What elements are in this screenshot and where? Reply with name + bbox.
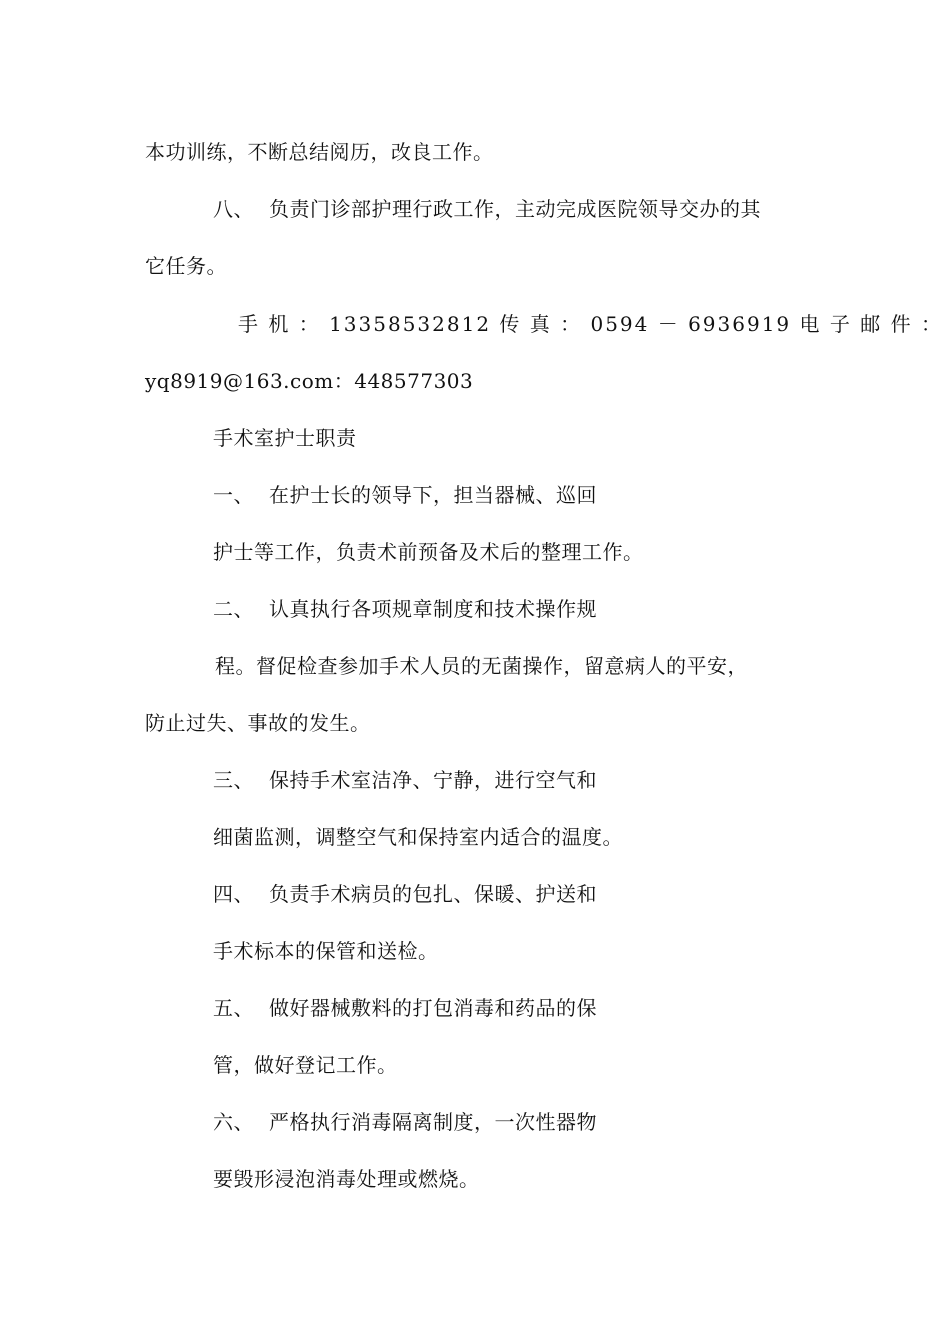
paragraph-line [213,939,439,963]
paragraph-line [145,254,227,278]
line-text: 负责手术病员的包扎、保暖、护送和 [269,882,597,906]
paragraph-line [145,140,494,164]
list-number: 一、 [213,483,254,507]
line-text: 细菌监测，调整空气和保持室内适合的温度。 [213,825,623,849]
line-text: 严格执行消毒隔离制度，一次性器物 [269,1110,597,1134]
list-number: 五、 [213,996,254,1020]
line-text: 认真执行各项规章制度和技术操作规 [269,597,597,621]
line-text: 做好器械敷料的打包消毒和药品的保 [269,996,597,1020]
list-item-two [213,597,597,621]
list-number: 二、 [213,597,254,621]
list-number: 八、 [213,197,254,221]
line-text: 负责门诊部护理行政工作，主动完成医院领导交办的其 [269,197,761,221]
paragraph-line [213,1167,480,1191]
email-text: yq8919@163.com：448577303 [145,369,474,393]
line-text: 防止过失、事故的发生。 [145,711,371,735]
list-number: 六、 [213,1110,254,1134]
section-heading [213,426,357,450]
list-item-eight [213,197,761,221]
list-item-six [213,1110,597,1134]
contact-email-line [145,369,473,393]
list-item-one [213,483,597,507]
list-item-four [213,882,597,906]
paragraph-line [145,711,371,735]
line-text: 保持手术室洁净、宁静，进行空气和 [269,768,597,792]
line-text: 护士等工作，负责术前预备及术后的整理工作。 [213,540,644,564]
list-item-three [213,768,597,792]
paragraph-line [213,825,623,849]
line-text: 它任务。 [145,254,227,278]
line-text: 在护士长的领导下，担当器械、巡回 [269,483,597,507]
line-text: 管，做好登记工作。 [213,1053,398,1077]
heading-text: 手术室护士职责 [213,426,357,450]
line-text: 本功训练，不断总结阅历，改良工作。 [145,140,494,164]
line-text: 手术标本的保管和送检。 [213,939,439,963]
contact-line [238,312,943,336]
line-text: 要毁形浸泡消毒处理或燃烧。 [213,1167,480,1191]
line-text: 程。督促检查参加手术人员的无菌操作，留意病人的平安， [215,654,748,678]
contact-text: 手 机 ： 13358532812 传 真 ： 0594 － 6936919 电 子 邮 件 ： [238,312,943,336]
list-number: 四、 [213,882,254,906]
paragraph-line [215,654,748,678]
list-number: 三、 [213,768,254,792]
paragraph-line [213,540,644,564]
list-item-five [213,996,597,1020]
paragraph-line [213,1053,398,1077]
